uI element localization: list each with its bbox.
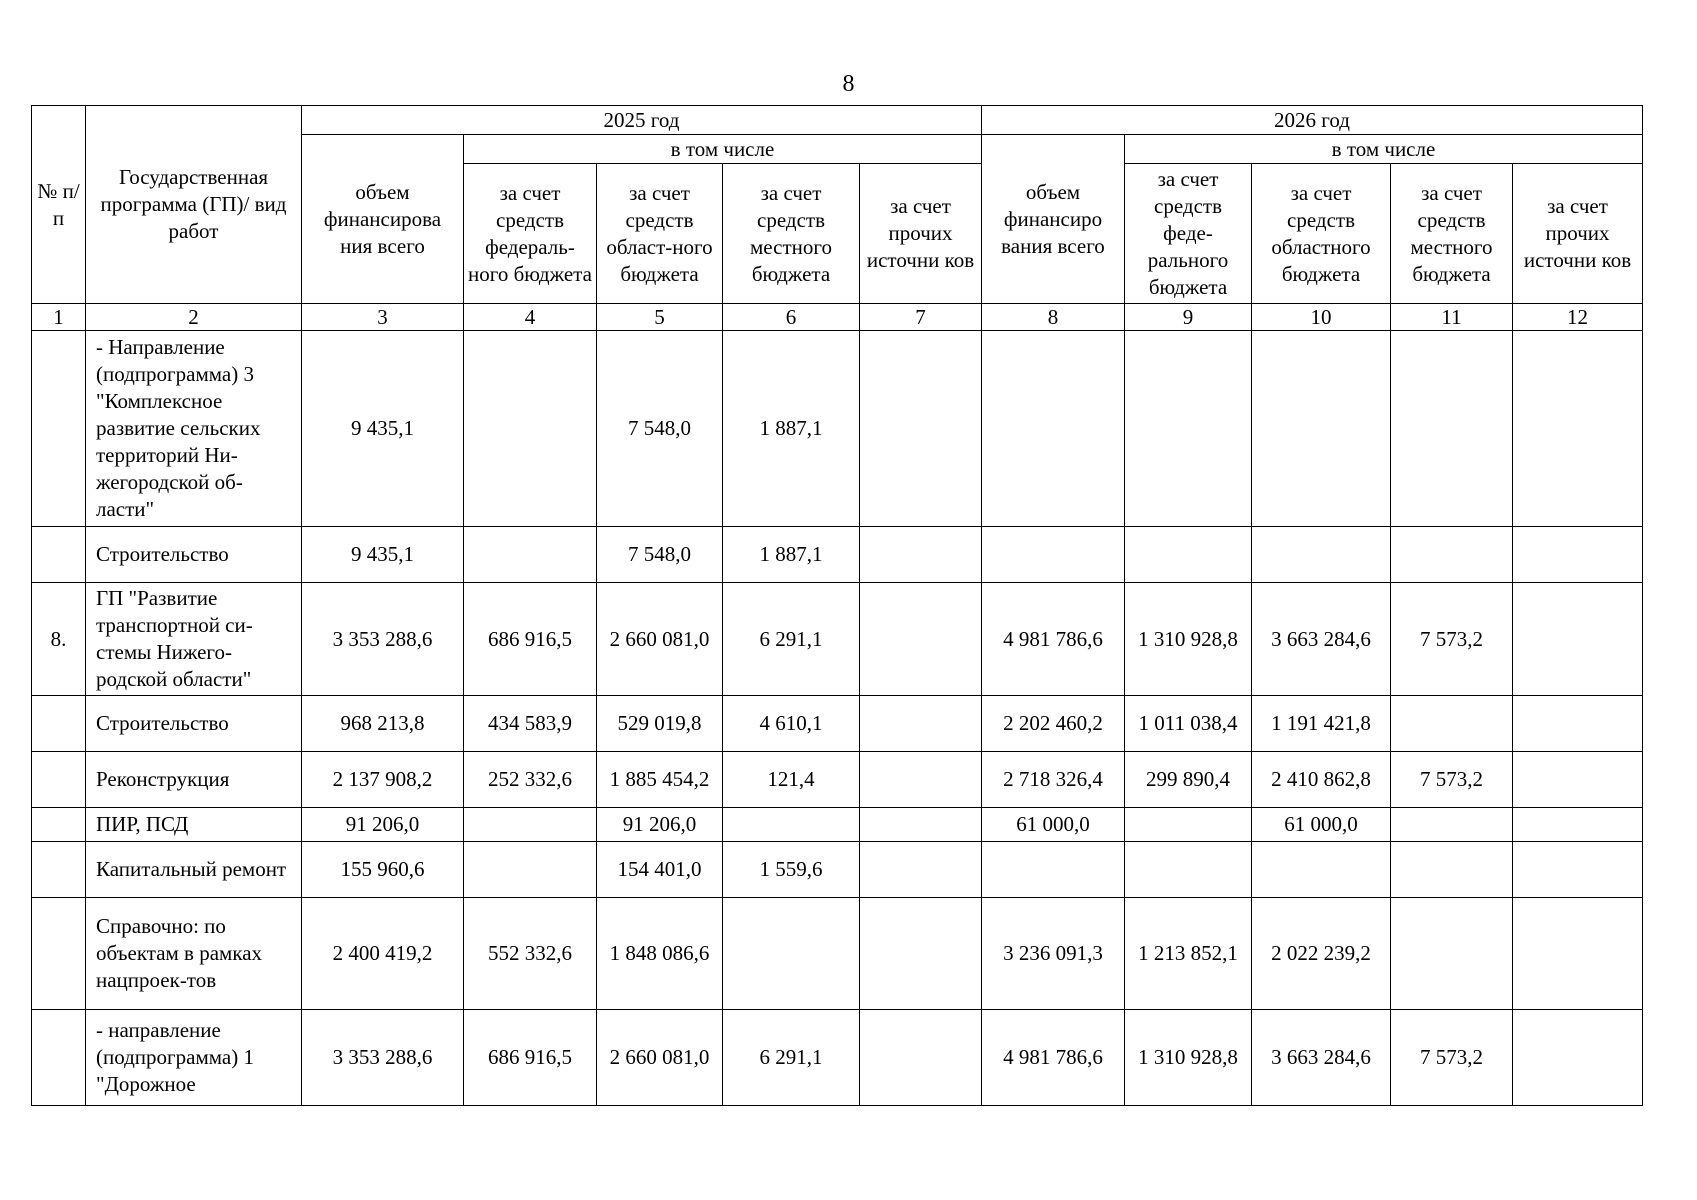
cell-other-2026	[1513, 583, 1643, 696]
header-local-2025: за счет средств местного бюджета	[723, 164, 860, 304]
cell-federal-2026	[1125, 842, 1252, 898]
cell-other-2026	[1513, 752, 1643, 808]
cell-local-2025: 4 610,1	[723, 696, 860, 752]
cell-regional-2026	[1252, 331, 1391, 527]
cell-other-2026	[1513, 898, 1643, 1010]
cell-total-2026: 3 236 091,3	[982, 898, 1125, 1010]
cell-federal-2026	[1125, 331, 1252, 527]
row-number	[32, 752, 86, 808]
cell-other-2025	[860, 808, 982, 842]
cell-total-2025: 155 960,6	[302, 842, 464, 898]
row-name: Строительство	[86, 527, 302, 583]
cell-total-2025: 2 400 419,2	[302, 898, 464, 1010]
column-number: 11	[1391, 304, 1513, 331]
row-number	[32, 1010, 86, 1106]
cell-total-2025: 9 435,1	[302, 331, 464, 527]
row-name: Справочно: по объектам в рамках нацпроек-тов	[86, 898, 302, 1010]
header-col-number: № п/ п	[32, 106, 86, 304]
page-number: 8	[842, 71, 855, 97]
column-number: 7	[860, 304, 982, 331]
column-number: 4	[464, 304, 597, 331]
header-total-2026: объем финансиро вания всего	[982, 135, 1125, 304]
cell-total-2026: 2 202 460,2	[982, 696, 1125, 752]
column-number: 5	[597, 304, 723, 331]
column-number: 12	[1513, 304, 1643, 331]
cell-local-2025	[723, 898, 860, 1010]
cell-local-2025	[723, 808, 860, 842]
row-number	[32, 696, 86, 752]
cell-local-2026	[1391, 331, 1513, 527]
row-name: - Направление (подпрограмма) 3 "Комплексное развитие сельских территорий Ни-жегородской об-ласти"	[86, 331, 302, 527]
cell-total-2026	[982, 527, 1125, 583]
cell-federal-2026	[1125, 527, 1252, 583]
column-number: 1	[32, 304, 86, 331]
cell-total-2025: 9 435,1	[302, 527, 464, 583]
cell-local-2026: 7 573,2	[1391, 752, 1513, 808]
cell-total-2025: 3 353 288,6	[302, 1010, 464, 1106]
column-number-row	[32, 304, 1643, 331]
table-row	[32, 898, 1643, 1010]
cell-total-2026	[982, 331, 1125, 527]
cell-total-2025: 2 137 908,2	[302, 752, 464, 808]
financing-table	[31, 105, 1643, 1106]
table-row	[32, 752, 1643, 808]
cell-federal-2025	[464, 842, 597, 898]
row-name: Капитальный ремонт	[86, 842, 302, 898]
cell-other-2026	[1513, 696, 1643, 752]
row-name: ГП "Развитие транспортной си-стемы Нижего-родской области"	[86, 583, 302, 696]
cell-federal-2026: 1 011 038,4	[1125, 696, 1252, 752]
cell-regional-2026: 3 663 284,6	[1252, 583, 1391, 696]
cell-total-2025: 91 206,0	[302, 808, 464, 842]
cell-regional-2026: 61 000,0	[1252, 808, 1391, 842]
cell-other-2026	[1513, 842, 1643, 898]
column-number: 9	[1125, 304, 1252, 331]
row-number	[32, 331, 86, 527]
row-number	[32, 527, 86, 583]
cell-federal-2025: 686 916,5	[464, 1010, 597, 1106]
cell-regional-2025: 7 548,0	[597, 331, 723, 527]
cell-local-2025: 1 887,1	[723, 527, 860, 583]
cell-total-2026: 4 981 786,6	[982, 1010, 1125, 1106]
cell-total-2026: 61 000,0	[982, 808, 1125, 842]
cell-local-2026	[1391, 842, 1513, 898]
cell-other-2025	[860, 1010, 982, 1106]
cell-other-2026	[1513, 527, 1643, 583]
table-row	[32, 1010, 1643, 1106]
cell-local-2025: 1 559,6	[723, 842, 860, 898]
header-other-2025: за счет прочих источни ков	[860, 164, 982, 304]
cell-regional-2026	[1252, 527, 1391, 583]
cell-regional-2025: 154 401,0	[597, 842, 723, 898]
header-row-years	[32, 106, 1643, 135]
header-col-program: Государственная программа (ГП)/ вид работ	[86, 106, 302, 304]
cell-federal-2026: 1 213 852,1	[1125, 898, 1252, 1010]
cell-other-2025	[860, 527, 982, 583]
cell-local-2026: 7 573,2	[1391, 583, 1513, 696]
cell-local-2025: 1 887,1	[723, 331, 860, 527]
table-row	[32, 808, 1643, 842]
cell-total-2025: 968 213,8	[302, 696, 464, 752]
cell-local-2025: 6 291,1	[723, 583, 860, 696]
header-total-2025: объем финансирова ния всего	[302, 135, 464, 304]
cell-regional-2025: 529 019,8	[597, 696, 723, 752]
cell-regional-2025: 2 660 081,0	[597, 1010, 723, 1106]
header-local-2026: за счет средств местного бюджета	[1391, 164, 1513, 304]
cell-federal-2025	[464, 527, 597, 583]
table-row	[32, 527, 1643, 583]
row-number: 8.	[32, 583, 86, 696]
table-row	[32, 583, 1643, 696]
column-number: 2	[86, 304, 302, 331]
table-row	[32, 331, 1643, 527]
row-number	[32, 808, 86, 842]
cell-federal-2025: 252 332,6	[464, 752, 597, 808]
cell-regional-2025: 2 660 081,0	[597, 583, 723, 696]
header-year-2025: 2025 год	[302, 106, 982, 135]
cell-local-2025: 121,4	[723, 752, 860, 808]
header-including-2025: в том числе	[464, 135, 982, 164]
header-regional-2025: за счет средств област-ного бюджета	[597, 164, 723, 304]
header-year-2026: 2026 год	[982, 106, 1643, 135]
cell-federal-2026: 1 310 928,8	[1125, 583, 1252, 696]
row-name: - направление (подпрограмма) 1 "Дорожное	[86, 1010, 302, 1106]
cell-other-2025	[860, 842, 982, 898]
header-other-2026: за счет прочих источни ков	[1513, 164, 1643, 304]
cell-local-2025: 6 291,1	[723, 1010, 860, 1106]
column-number: 10	[1252, 304, 1391, 331]
cell-federal-2025: 434 583,9	[464, 696, 597, 752]
header-federal-2026: за счет средств феде-рального бюджета	[1125, 164, 1252, 304]
cell-regional-2025: 1 848 086,6	[597, 898, 723, 1010]
header-federal-2025: за счет средств федераль-ного бюджета	[464, 164, 597, 304]
header-regional-2026: за счет средств областного бюджета	[1252, 164, 1391, 304]
cell-local-2026: 7 573,2	[1391, 1010, 1513, 1106]
cell-other-2026	[1513, 331, 1643, 527]
cell-other-2025	[860, 898, 982, 1010]
cell-regional-2025: 7 548,0	[597, 527, 723, 583]
cell-federal-2026: 299 890,4	[1125, 752, 1252, 808]
table-row	[32, 696, 1643, 752]
cell-regional-2026	[1252, 842, 1391, 898]
cell-other-2025	[860, 331, 982, 527]
cell-total-2026: 2 718 326,4	[982, 752, 1125, 808]
cell-other-2025	[860, 752, 982, 808]
cell-local-2026	[1391, 527, 1513, 583]
cell-regional-2026: 1 191 421,8	[1252, 696, 1391, 752]
cell-total-2025: 3 353 288,6	[302, 583, 464, 696]
column-number: 8	[982, 304, 1125, 331]
cell-regional-2025: 1 885 454,2	[597, 752, 723, 808]
row-name: ПИР, ПСД	[86, 808, 302, 842]
cell-other-2026	[1513, 808, 1643, 842]
cell-federal-2025	[464, 331, 597, 527]
cell-regional-2026: 2 022 239,2	[1252, 898, 1391, 1010]
cell-regional-2026: 2 410 862,8	[1252, 752, 1391, 808]
cell-federal-2025: 552 332,6	[464, 898, 597, 1010]
header-including-2026: в том числе	[1125, 135, 1643, 164]
cell-other-2025	[860, 583, 982, 696]
row-number	[32, 842, 86, 898]
cell-federal-2026: 1 310 928,8	[1125, 1010, 1252, 1106]
cell-federal-2025: 686 916,5	[464, 583, 597, 696]
cell-local-2026	[1391, 696, 1513, 752]
cell-other-2026	[1513, 1010, 1643, 1106]
row-name: Реконструкция	[86, 752, 302, 808]
column-number: 3	[302, 304, 464, 331]
column-number: 6	[723, 304, 860, 331]
cell-local-2026	[1391, 898, 1513, 1010]
cell-total-2026	[982, 842, 1125, 898]
row-number	[32, 898, 86, 1010]
table-row	[32, 842, 1643, 898]
cell-federal-2025	[464, 808, 597, 842]
row-name: Строительство	[86, 696, 302, 752]
cell-other-2025	[860, 696, 982, 752]
cell-regional-2025: 91 206,0	[597, 808, 723, 842]
cell-total-2026: 4 981 786,6	[982, 583, 1125, 696]
cell-regional-2026: 3 663 284,6	[1252, 1010, 1391, 1106]
cell-local-2026	[1391, 808, 1513, 842]
cell-federal-2026	[1125, 808, 1252, 842]
